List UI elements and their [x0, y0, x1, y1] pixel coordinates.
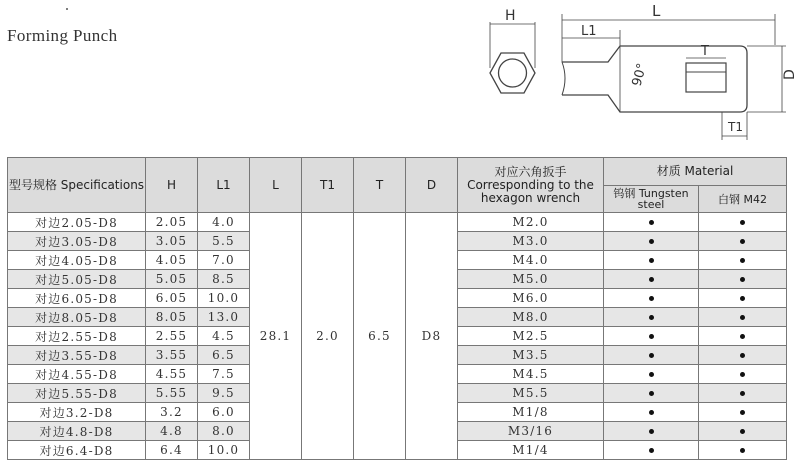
availability-bullet: [649, 334, 654, 339]
cell-h: 4.8: [146, 422, 198, 441]
cell-spec: 对边3.55-D8: [8, 346, 146, 365]
cell-spec: 对边2.55-D8: [8, 327, 146, 346]
cell-tungsten: [604, 232, 699, 251]
label-L: L: [652, 2, 661, 20]
specification-table: [7, 157, 787, 460]
cell-h: 3.55: [146, 346, 198, 365]
cell-spec: 对边5.55-D8: [8, 384, 146, 403]
label-L1: L1: [581, 24, 597, 39]
cell-tungsten: [604, 384, 699, 403]
availability-bullet: [740, 239, 745, 244]
cell-wrench: M1/4: [458, 441, 604, 460]
cell-h: 2.05: [146, 213, 198, 232]
availability-bullet: [740, 296, 745, 301]
availability-bullet: [740, 277, 745, 282]
cell-wrench: M8.0: [458, 308, 604, 327]
cell-l1: 7.0: [198, 251, 250, 270]
cell-h: 3.2: [146, 403, 198, 422]
cell-spec: 对边4.55-D8: [8, 365, 146, 384]
cell-tungsten: [604, 327, 699, 346]
cell-t-shared: 6.5: [354, 213, 406, 460]
cell-spec: 对边6.05-D8: [8, 289, 146, 308]
availability-bullet: [740, 391, 745, 396]
cell-wrench: M5.0: [458, 270, 604, 289]
availability-bullet: [649, 258, 654, 263]
cell-wrench: M2.5: [458, 327, 604, 346]
availability-bullet: [740, 372, 745, 377]
availability-bullet: [740, 315, 745, 320]
header-material: 材质 Material: [604, 158, 787, 186]
cell-white-steel: [699, 213, 787, 232]
availability-bullet: [740, 353, 745, 358]
cell-l1: 5.5: [198, 232, 250, 251]
cell-h: 5.55: [146, 384, 198, 403]
cell-white-steel: [699, 403, 787, 422]
availability-bullet: [649, 391, 654, 396]
label-H: H: [505, 8, 516, 24]
cell-wrench: M4.5: [458, 365, 604, 384]
cell-wrench: M6.0: [458, 289, 604, 308]
label-angle: 90°: [629, 61, 651, 88]
cell-spec: 对边3.05-D8: [8, 232, 146, 251]
cell-wrench: M3.5: [458, 346, 604, 365]
availability-bullet: [649, 448, 654, 453]
header-wrench: 对应六角扳手 Corresponding to the hexagon wrench: [458, 158, 604, 213]
table-row: [8, 213, 787, 232]
cell-white-steel: [699, 308, 787, 327]
cell-l1: 6.5: [198, 346, 250, 365]
cell-l1: 4.0: [198, 213, 250, 232]
cell-l1: 4.5: [198, 327, 250, 346]
cell-spec: 对边8.05-D8: [8, 308, 146, 327]
cell-spec: 对边2.05-D8: [8, 213, 146, 232]
page-title: Forming Punch: [7, 26, 118, 45]
cell-white-steel: [699, 289, 787, 308]
availability-bullet: [649, 220, 654, 225]
label-D: D: [782, 69, 798, 80]
cell-white-steel: [699, 327, 787, 346]
cell-wrench: M5.5: [458, 384, 604, 403]
cell-wrench: M3/16: [458, 422, 604, 441]
cell-l1: 10.0: [198, 441, 250, 460]
header-white-steel: 白钢 M42: [699, 186, 787, 213]
cell-wrench: M4.0: [458, 251, 604, 270]
cell-spec: 对边3.2-D8: [8, 403, 146, 422]
cell-h: 2.55: [146, 327, 198, 346]
technical-drawing: [470, 0, 800, 150]
cell-h: 6.05: [146, 289, 198, 308]
cell-l1: 10.0: [198, 289, 250, 308]
cell-white-steel: [699, 346, 787, 365]
header-l1: L1: [198, 158, 250, 213]
header-t1: T1: [302, 158, 354, 213]
availability-bullet: [740, 220, 745, 225]
availability-bullet: [649, 410, 654, 415]
availability-bullet: [740, 258, 745, 263]
cell-white-steel: [699, 270, 787, 289]
cell-wrench: M3.0: [458, 232, 604, 251]
cell-l1: 13.0: [198, 308, 250, 327]
cell-tungsten: [604, 346, 699, 365]
cell-l1: 8.0: [198, 422, 250, 441]
availability-bullet: [649, 315, 654, 320]
cell-wrench: M2.0: [458, 213, 604, 232]
availability-bullet: [740, 410, 745, 415]
cell-white-steel: [699, 384, 787, 403]
header-tungsten: 钨钢 Tungsten steel: [604, 186, 699, 213]
availability-bullet: [649, 239, 654, 244]
cell-l1: 7.5: [198, 365, 250, 384]
punch-body-outline: [562, 46, 747, 112]
header-d: D: [406, 158, 458, 213]
cell-l1: 8.5: [198, 270, 250, 289]
cell-l1: 6.0: [198, 403, 250, 422]
availability-bullet: [649, 277, 654, 282]
cell-tungsten: [604, 213, 699, 232]
cell-white-steel: [699, 441, 787, 460]
header-t: T: [354, 158, 406, 213]
hex-bore: [499, 59, 527, 87]
cell-tungsten: [604, 308, 699, 327]
availability-bullet: [649, 372, 654, 377]
availability-bullet: [649, 353, 654, 358]
availability-bullet: [649, 296, 654, 301]
cell-h: 5.05: [146, 270, 198, 289]
label-T1: T1: [728, 120, 743, 134]
availability-bullet: [649, 429, 654, 434]
cell-wrench: M1/8: [458, 403, 604, 422]
cell-tungsten: [604, 422, 699, 441]
cell-tungsten: [604, 403, 699, 422]
cell-h: 6.4: [146, 441, 198, 460]
availability-bullet: [740, 334, 745, 339]
cell-white-steel: [699, 232, 787, 251]
availability-bullet: [740, 448, 745, 453]
stray-dot: [66, 8, 68, 10]
table-body: [8, 213, 787, 460]
cell-l1: 9.5: [198, 384, 250, 403]
cell-tungsten: [604, 270, 699, 289]
cell-white-steel: [699, 422, 787, 441]
cell-white-steel: [699, 365, 787, 384]
cell-h: 3.05: [146, 232, 198, 251]
cell-spec: 对边4.05-D8: [8, 251, 146, 270]
cell-h: 4.55: [146, 365, 198, 384]
header-l: L: [250, 158, 302, 213]
cell-spec: 对边5.05-D8: [8, 270, 146, 289]
cell-spec: 对边4.8-D8: [8, 422, 146, 441]
cell-tungsten: [604, 251, 699, 270]
cell-tungsten: [604, 441, 699, 460]
cell-h: 8.05: [146, 308, 198, 327]
cell-t1-shared: 2.0: [302, 213, 354, 460]
cell-tungsten: [604, 289, 699, 308]
header-h: H: [146, 158, 198, 213]
cell-tungsten: [604, 365, 699, 384]
cell-l-shared: 28.1: [250, 213, 302, 460]
cell-white-steel: [699, 251, 787, 270]
cell-h: 4.05: [146, 251, 198, 270]
header-spec: 型号规格 Specifications: [8, 158, 146, 213]
label-T: T: [701, 44, 709, 59]
cell-spec: 对边6.4-D8: [8, 441, 146, 460]
availability-bullet: [740, 429, 745, 434]
cell-d-shared: D8: [406, 213, 458, 460]
